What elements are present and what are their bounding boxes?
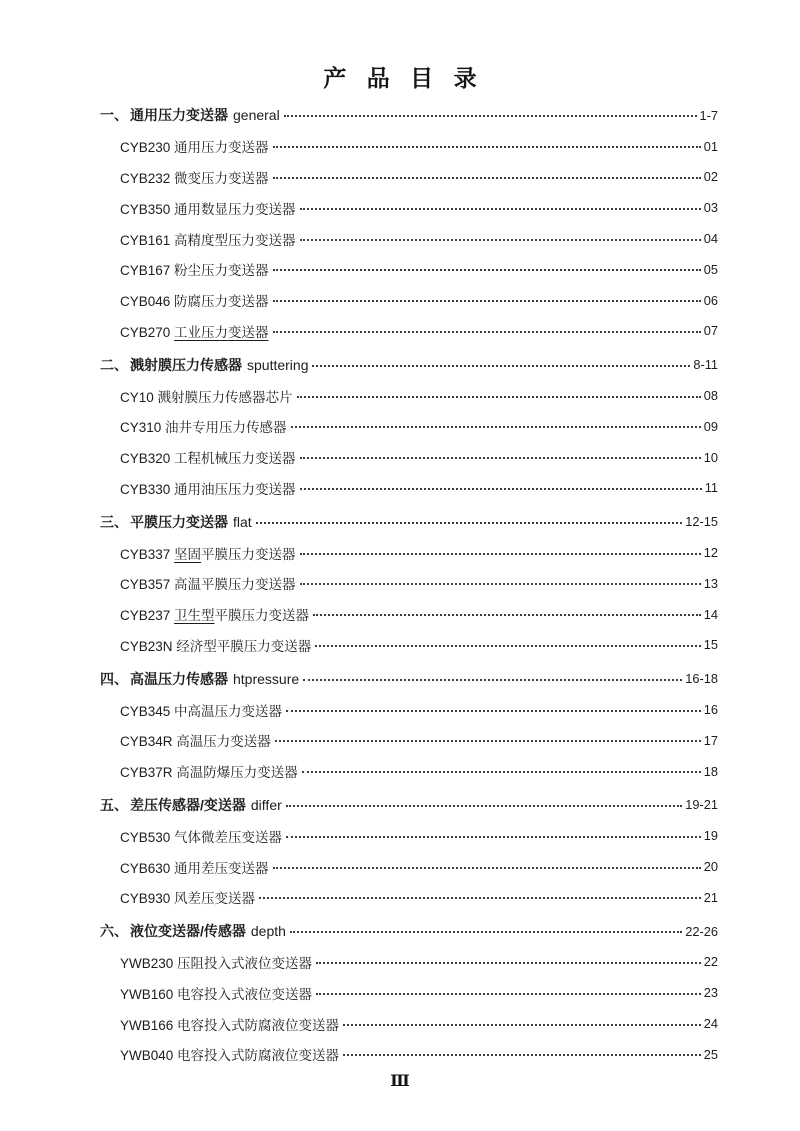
section-page-range: 8-11 — [693, 357, 718, 373]
dot-leader — [303, 679, 682, 681]
product-model: CYB357 — [120, 577, 175, 593]
dot-leader — [286, 710, 701, 712]
product-name: 油井专用压力传感器 — [165, 420, 287, 436]
toc-item-label — [120, 983, 312, 1003]
dot-leader — [286, 805, 683, 807]
dot-leader — [273, 269, 701, 271]
toc-item-label — [120, 136, 269, 156]
toc-item-label — [120, 730, 271, 750]
dot-leader — [312, 365, 690, 367]
product-name: 防腐压力变送器 — [174, 294, 269, 310]
item-page-number: 07 — [703, 323, 718, 339]
toc-section-label — [100, 355, 308, 375]
product-model: CYB23N — [120, 638, 177, 654]
toc-item-label — [120, 229, 296, 249]
item-page-number: 01 — [703, 138, 718, 154]
product-name: 高温压力变送器 — [176, 734, 271, 750]
dot-leader — [343, 1054, 701, 1056]
section-page-range: 1-7 — [699, 107, 718, 123]
product-model: CYB230 — [120, 140, 175, 156]
toc-section-label — [100, 669, 299, 689]
toc-section-title: 溅射膜压力传感器 — [130, 356, 242, 373]
toc-section-title: 液位变送器/传感器 — [130, 923, 246, 940]
toc-item-row — [100, 380, 718, 411]
product-name: 粉尘压力变送器 — [174, 263, 269, 279]
dot-leader — [313, 614, 701, 616]
toc-item-row — [100, 411, 718, 442]
toc — [100, 100, 718, 1070]
dot-leader — [300, 239, 701, 241]
dot-leader — [273, 867, 701, 869]
toc-item-row — [100, 947, 718, 978]
product-name: 压阻投入式液位变送器 — [177, 955, 313, 971]
product-name: 风差压变送器 — [174, 891, 256, 907]
toc-item-row — [100, 568, 718, 599]
toc-section-label — [100, 105, 280, 125]
dot-leader — [284, 115, 697, 117]
product-model: CYB337 — [120, 546, 175, 562]
product-model: CYB270 — [120, 324, 175, 340]
toc-item-label — [120, 952, 312, 972]
product-name-underlined: 工业压力变送器 — [174, 324, 269, 340]
dot-leader — [300, 208, 701, 210]
toc-item-label — [120, 290, 269, 310]
toc-item-row — [100, 473, 718, 504]
product-name: 经济型平膜压力变送器 — [176, 638, 312, 654]
toc-section-title: 差压传感器/变送器 — [130, 796, 246, 813]
toc-section-label — [100, 512, 252, 532]
item-page-number: 18 — [703, 763, 718, 779]
toc-section-number: 四、 — [100, 670, 128, 687]
toc-item-label — [120, 1044, 339, 1064]
product-name: 气体微差压变送器 — [174, 829, 283, 845]
product-model: YWB166 — [120, 1017, 178, 1033]
item-page-number: 05 — [703, 261, 718, 277]
dot-leader — [273, 300, 701, 302]
toc-item-row — [100, 599, 718, 630]
product-model: CYB161 — [120, 232, 175, 248]
product-name-underlined: 卫生型 — [174, 608, 215, 624]
item-page-number: 21 — [703, 889, 718, 905]
product-name: 高精度型压力变送器 — [174, 232, 296, 248]
toc-item-label — [120, 700, 282, 720]
toc-item-label — [120, 167, 269, 187]
toc-item-row — [100, 820, 718, 851]
item-page-number: 22 — [703, 954, 718, 970]
section-page-range: 19-21 — [685, 797, 718, 813]
toc-item-label — [120, 826, 282, 846]
toc-item-label — [120, 321, 269, 341]
item-page-number: 24 — [703, 1016, 718, 1031]
toc-section-keyword: depth — [250, 923, 286, 940]
toc-item-row — [100, 977, 718, 1008]
toc-section-row — [100, 790, 718, 821]
toc-item-label — [120, 857, 269, 877]
toc-item-label — [120, 198, 296, 218]
toc-section-row — [100, 916, 718, 947]
dot-leader — [300, 457, 701, 459]
toc-item-label — [120, 761, 298, 781]
product-model: CYB630 — [120, 860, 175, 876]
toc-item-label — [120, 635, 311, 655]
toc-section-number: 二、 — [100, 356, 128, 373]
dot-leader — [273, 331, 701, 333]
toc-section-title: 通用压力变送器 — [130, 107, 228, 124]
toc-item-row — [100, 694, 718, 725]
dot-leader — [300, 583, 701, 585]
footer-page-number: Ⅲ — [390, 1073, 410, 1090]
product-model: YWB230 — [120, 955, 178, 971]
toc-item-row — [100, 192, 718, 223]
product-model: CYB046 — [120, 294, 175, 310]
toc-section-title: 高温压力传感器 — [130, 670, 228, 687]
product-model: CYB345 — [120, 703, 175, 719]
toc-section-number: 六、 — [100, 923, 128, 940]
dot-leader — [300, 488, 702, 490]
item-page-number: 11 — [704, 480, 718, 496]
toc-section-row — [100, 100, 718, 131]
toc-item-row — [100, 1039, 718, 1070]
product-model: CY310 — [120, 420, 166, 436]
item-page-number: 14 — [703, 606, 718, 622]
toc-item-row — [100, 131, 718, 162]
dot-leader — [273, 177, 701, 179]
product-model: CYB232 — [120, 170, 175, 186]
product-name: 溅射膜压力传感器芯片 — [157, 389, 293, 405]
section-page-range: 22-26 — [685, 923, 718, 939]
toc-section-number: 三、 — [100, 513, 128, 530]
toc-item-label — [120, 604, 309, 624]
item-page-number: 10 — [703, 449, 718, 465]
toc-item-row — [100, 285, 718, 316]
product-name: 高温防爆压力变送器 — [176, 765, 298, 781]
dot-leader — [273, 146, 701, 148]
product-name: 电容投入式防腐液位变送器 — [177, 1048, 340, 1064]
dot-leader — [290, 931, 682, 933]
toc-section-number: 一、 — [100, 107, 128, 124]
toc-section-keyword: general — [233, 107, 280, 124]
item-page-number: 19 — [703, 828, 718, 844]
item-page-number: 02 — [703, 169, 718, 185]
item-page-number: 13 — [703, 575, 718, 591]
product-name: 通用数显压力变送器 — [174, 201, 296, 217]
item-page-number: 23 — [703, 985, 718, 1001]
toc-item-label — [120, 386, 293, 406]
toc-item-row — [100, 630, 718, 661]
toc-item-label — [120, 1014, 339, 1034]
toc-item-row — [100, 162, 718, 193]
section-page-range: 16-18 — [685, 671, 718, 687]
toc-section-label — [100, 795, 282, 815]
product-name: 电容投入式防腐液位变送器 — [177, 1017, 340, 1033]
product-name: 平膜压力变送器 — [214, 608, 310, 624]
product-name: 通用油压压力变送器 — [174, 481, 296, 497]
product-name: 通用差压变送器 — [174, 860, 269, 876]
section-page-range: 12-15 — [685, 514, 718, 530]
toc-section-row — [100, 506, 718, 537]
item-page-number: 09 — [703, 418, 718, 434]
dot-leader — [316, 962, 701, 964]
toc-item-row — [100, 756, 718, 787]
product-model: CYB330 — [120, 481, 175, 497]
toc-item-row — [100, 1008, 718, 1039]
product-name: 微变压力变送器 — [174, 170, 269, 186]
item-page-number: 16 — [703, 702, 718, 718]
dot-leader — [275, 740, 701, 742]
page-title: 产 品 目 录 — [323, 65, 484, 91]
dot-leader — [343, 1024, 701, 1026]
toc-section-number: 五、 — [100, 796, 128, 813]
dot-leader — [297, 396, 701, 398]
product-model: CYB350 — [120, 201, 175, 217]
product-name: 工程机械压力变送器 — [174, 451, 296, 467]
toc-item-row — [100, 254, 718, 285]
dot-leader — [286, 836, 701, 838]
toc-section-keyword: htpressure — [233, 670, 300, 687]
dot-leader — [291, 426, 701, 428]
toc-item-row — [100, 882, 718, 913]
toc-item-row — [100, 316, 718, 347]
product-name: 电容投入式液位变送器 — [177, 986, 313, 1002]
toc-item-row — [100, 851, 718, 882]
toc-item-row — [100, 223, 718, 254]
toc-item-label — [120, 478, 296, 498]
item-page-number: 04 — [703, 231, 718, 247]
item-page-number: 20 — [703, 859, 718, 875]
dot-leader — [259, 897, 701, 899]
product-name: 通用压力变送器 — [174, 140, 269, 156]
toc-item-label — [120, 416, 287, 436]
dot-leader — [316, 993, 701, 995]
toc-section-title: 平膜压力变送器 — [130, 513, 228, 530]
toc-item-label — [120, 887, 255, 907]
toc-section-keyword: differ — [250, 796, 282, 813]
product-model: CYB320 — [120, 451, 175, 467]
product-model: CYB37R — [120, 765, 177, 781]
product-name: 平膜压力变送器 — [201, 546, 296, 562]
toc-item-row — [100, 442, 718, 473]
toc-item-label — [120, 543, 296, 563]
dot-leader — [300, 553, 701, 555]
product-model: CYB237 — [120, 608, 175, 624]
toc-section-keyword: sputtering — [247, 356, 309, 373]
toc-section-row — [100, 663, 718, 694]
product-name: 高温平膜压力变送器 — [174, 577, 296, 593]
product-model: CY10 — [120, 389, 158, 405]
item-page-number: 08 — [703, 388, 718, 404]
item-page-number: 15 — [703, 637, 718, 653]
toc-item-label — [120, 259, 269, 279]
product-name-underlined: 坚固 — [174, 546, 202, 562]
item-page-number: 17 — [703, 732, 718, 748]
toc-item-label — [120, 573, 296, 593]
dot-leader — [315, 645, 700, 647]
product-model: CYB34R — [120, 734, 177, 750]
toc-item-label — [120, 447, 296, 467]
toc-section-row — [100, 349, 718, 380]
product-model: CYB530 — [120, 829, 175, 845]
product-model: CYB167 — [120, 263, 175, 279]
product-model: YWB160 — [120, 986, 178, 1002]
product-model: CYB930 — [120, 891, 175, 907]
dot-leader — [302, 771, 701, 773]
product-name: 中高温压力变送器 — [174, 703, 283, 719]
dot-leader — [256, 522, 683, 524]
toc-item-row — [100, 537, 718, 568]
toc-section-label — [100, 921, 286, 941]
toc-section-keyword: flat — [233, 513, 252, 530]
item-page-number: 12 — [703, 545, 718, 561]
item-page-number: 03 — [703, 200, 718, 216]
item-page-number: 25 — [703, 1046, 718, 1062]
item-page-number: 06 — [703, 292, 718, 308]
product-model: YWB040 — [120, 1048, 178, 1064]
toc-item-row — [100, 725, 718, 756]
